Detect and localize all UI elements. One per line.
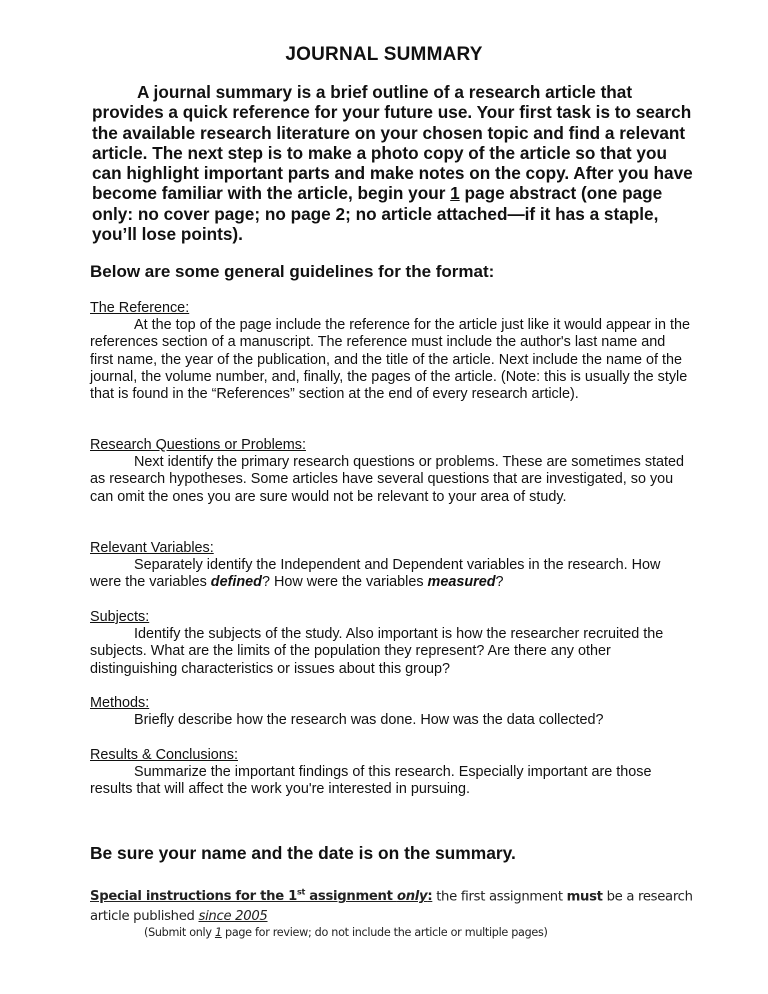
emphasis-measured: measured <box>427 574 496 591</box>
submit-note-underlined: 1 <box>214 926 222 939</box>
submit-note-text-1: (Submit only <box>144 926 215 939</box>
guidelines-heading: Below are some general guidelines for the format: <box>90 262 495 281</box>
emphasis-defined: defined <box>210 574 262 591</box>
section-label: Methods: <box>90 695 150 711</box>
section-subjects <box>90 609 690 678</box>
section-body-pre: Separately identify the Independent and Dependent variables in the research. How were the variables <box>90 557 661 591</box>
emphasis-since-2005: since 2005 <box>198 908 268 924</box>
section-relevant-variables <box>90 540 690 592</box>
section-body: At the top of the page include the reference for the article just like it would appear in the references section of a manuscript. The reference must include the author's last name and first name, the year of the publication, and the title of the article. Next include the name of the journal, the volume number, and, finally, the pages of the article. (Note: this is usually the style that is found in the “References” section at the end of every research article). <box>90 317 690 403</box>
section-body: Identify the subjects of the study. Also important is how the researcher recruited the subjects. What are the limits of the population they represent? Are there any other distinguishing characteristics or issues about this group? <box>90 626 664 677</box>
section-body: Next identify the primary research questions or problems. These are sometimes stated as research hypotheses. Some articles have several questions that are investigated, so you can omit the ones you are sure would not be relevant to your area of study. <box>90 454 685 505</box>
section-results-conclusions <box>90 747 690 799</box>
special-text-1: the first assignment <box>432 889 567 905</box>
section-label: Relevant Variables: <box>90 540 214 556</box>
label-colon: : <box>427 889 433 905</box>
intro-text-1: A journal summary is a brief outline of a research article that provides a quick reference for your future use. Your first task is to search the available research literature on your chosen topic and find a relevant article. The next step is to make a photo copy of the article so that you can highlight important parts and make notes on the copy. After you have become familiar with the article, begin your <box>92 82 693 204</box>
section-research-questions <box>90 437 690 506</box>
section-body-mid: ? How were the variables <box>261 574 428 591</box>
submit-note-text-2: page for review; do not include the article or multiple pages) <box>221 926 548 939</box>
emphasis-must: must <box>566 889 603 905</box>
special-text-2: be a research article published <box>90 889 693 924</box>
section-reference <box>90 300 690 403</box>
ordinal-suffix: st <box>297 888 306 897</box>
document-title: JOURNAL SUMMARY <box>285 44 483 65</box>
label-text: Special instructions for the 1 <box>90 889 298 905</box>
intro-paragraph <box>92 82 696 244</box>
name-date-reminder: Be sure your name and the date is on the summary. <box>90 843 516 863</box>
section-body: Summarize the important findings of this research. Especially important are those results that will affect the work you're interested in pursuing. <box>90 764 652 798</box>
special-instructions <box>90 883 720 926</box>
intro-text-2: page abstract (one page only: no cover page; no page 2; no article attached—if it has a staple, you’ll lose points). <box>92 183 663 245</box>
intro-underlined-1: 1 <box>450 183 460 204</box>
section-label: Subjects: <box>90 609 150 625</box>
submit-note <box>144 926 548 939</box>
label-text: assignment <box>305 889 397 905</box>
section-label: Results & Conclusions: <box>90 747 238 763</box>
section-label: Research Questions or Problems: <box>90 437 306 453</box>
label-only: only <box>396 889 428 905</box>
section-body: Briefly describe how the research was done. How was the data collected? <box>134 712 604 729</box>
section-body-post: ? <box>495 574 504 591</box>
section-methods <box>90 695 690 729</box>
special-instructions-label <box>90 889 432 904</box>
section-label: The Reference: <box>90 300 190 316</box>
